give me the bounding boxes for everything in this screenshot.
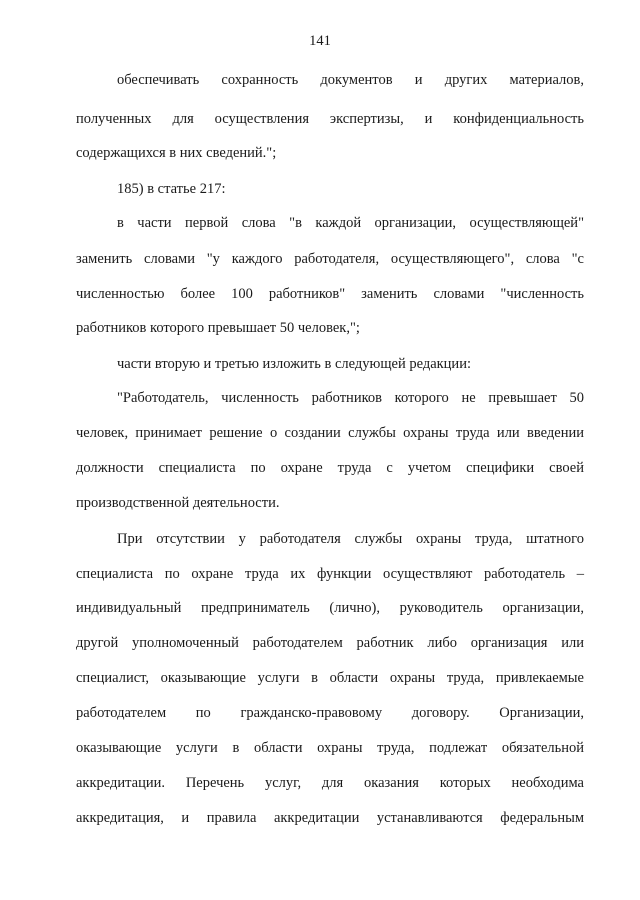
text-line: аккредитация, и правила аккредитации устанавливаются федеральным: [76, 810, 584, 826]
text-line: человек, принимает решение о создании службы охраны труда или введении: [76, 425, 584, 441]
text-line: При отсутствии у работодателя службы охраны труда, штатного: [117, 531, 584, 547]
text-line: полученных для осуществления экспертизы, и конфиденциальность: [76, 111, 584, 127]
text-line: производственной деятельности.: [76, 495, 280, 511]
page-number: 141: [309, 33, 331, 49]
text-line: в части первой слова "в каждой организации, осуществляющей": [117, 215, 584, 231]
text-line: другой уполномоченный работодателем работник либо организация или: [76, 635, 584, 651]
text-line: оказывающие услуги в области охраны труда, подлежат обязательной: [76, 740, 584, 756]
text-line: части вторую и третью изложить в следующей редакции:: [117, 356, 471, 372]
text-line: аккредитации. Перечень услуг, для оказания которых необходима: [76, 775, 584, 791]
text-line: специалист, оказывающие услуги в области охраны труда, привлекаемые: [76, 670, 584, 686]
text-line: численностью более 100 работников" заменить словами "численность: [76, 286, 584, 302]
text-line: работодателем по гражданско-правовому договору. Организации,: [76, 705, 584, 721]
text-line: заменить словами "у каждого работодателя, осуществляющего", слова "с: [76, 251, 584, 267]
text-line: "Работодатель, численность работников которого не превышает 50: [117, 390, 584, 406]
text-line: 185) в статье 217:: [117, 181, 226, 197]
text-line: индивидуальный предприниматель (лично), руководитель организации,: [76, 600, 584, 616]
text-line: должности специалиста по охране труда с учетом специфики своей: [76, 460, 584, 476]
text-line: обеспечивать сохранность документов и других материалов,: [117, 72, 584, 88]
text-line: специалиста по охране труда их функции осуществляют работодатель –: [76, 566, 584, 582]
text-line: работников которого превышает 50 человек,";: [76, 320, 360, 336]
text-line: содержащихся в них сведений.";: [76, 145, 277, 161]
